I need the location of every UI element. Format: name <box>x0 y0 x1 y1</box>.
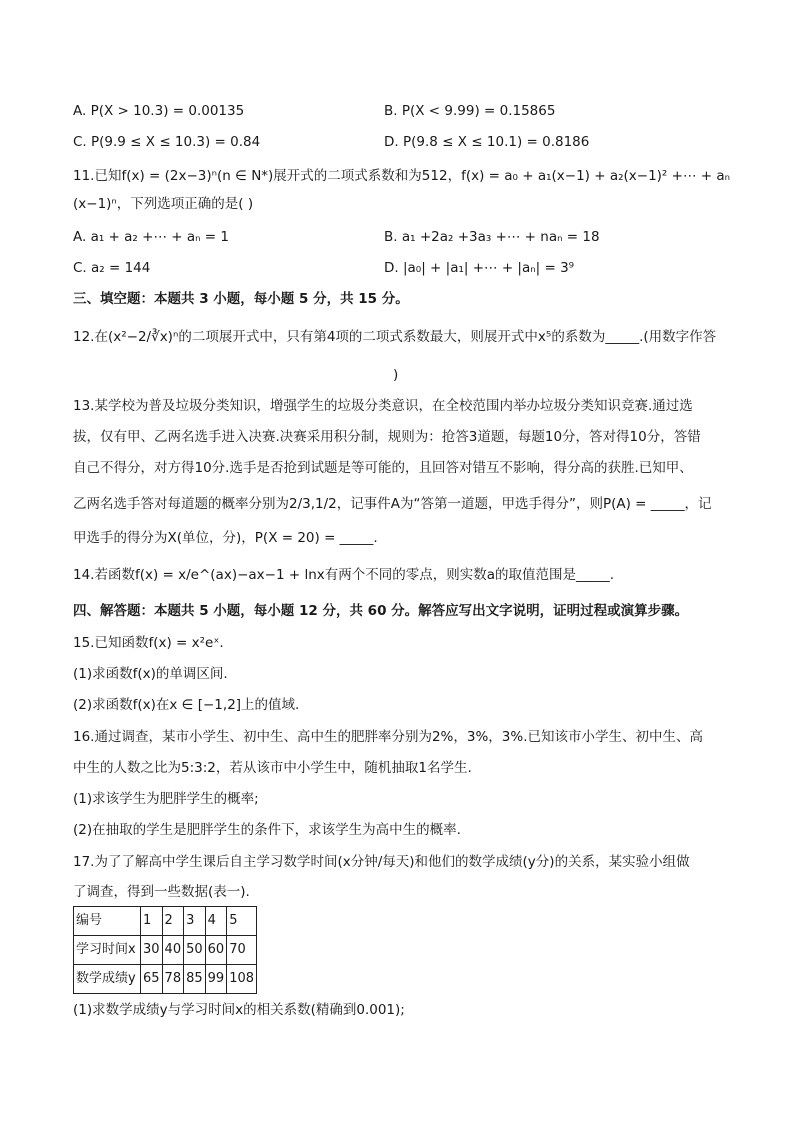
table-cell: 4 <box>205 907 227 936</box>
q15-part1: (1)求函数f(x)的单调区间. <box>73 666 228 682</box>
q17-line2: 了调查，得到一些数据(表一). <box>73 884 250 900</box>
table-cell: 85 <box>184 965 206 994</box>
table-cell: 99 <box>205 965 227 994</box>
table-cell: 3 <box>184 907 206 936</box>
table-cell: 数学成绩y <box>74 965 141 994</box>
q11-option-b: B. a₁ +2a₂ +3a₃ +⋯ + naₙ = 18 <box>384 229 600 245</box>
table-cell: 1 <box>141 907 163 936</box>
q15-part2: (2)求函数f(x)在x ∈ [−1,2]上的值域. <box>73 697 300 713</box>
q11-option-d: D. |a₀| + |a₁| +⋯ + |aₙ| = 3⁹ <box>384 260 575 276</box>
table-cell: 5 <box>227 907 257 936</box>
table-cell: 编号 <box>74 907 141 936</box>
q13-line3: 自己不得分，对方得10分.选手是否抢到试题是等可能的，且回答对错互不影响，得分高的获胜.已知甲、 <box>73 460 693 476</box>
q10-option-d: D. P(9.8 ≤ X ≤ 10.1) = 0.8186 <box>384 134 590 150</box>
table-cell: 2 <box>162 907 184 936</box>
table-cell: 78 <box>162 965 184 994</box>
q16-line1: 16.通过调查，某市小学生、初中生、高中生的肥胖率分别为2%，3%，3%.已知该市小学生、初中生、高 <box>73 729 704 745</box>
q11-stem-line2: (x−1)ⁿ，下列选项正确的是( ) <box>73 196 254 212</box>
q11-option-c: C. a₂ = 144 <box>73 260 151 276</box>
table-row <box>74 907 257 936</box>
q13-line2: 拔，仅有甲、乙两名选手进入决赛.决赛采用积分制，规则为：抢答3道题，每题10分，答对得10分，答错 <box>73 429 701 445</box>
table-cell: 108 <box>227 965 257 994</box>
q11-stem-line1: 11.已知f(x) = (2x−3)ⁿ(n ∈ N*)展开式的二项式系数和为512，f(x) = a₀ + a₁(x−1) + a₂(x−1)² +⋯ + aₙ <box>73 168 730 184</box>
table-cell: 70 <box>227 936 257 965</box>
section-3-heading: 三、填空题：本题共 3 小题，每小题 5 分，共 15 分。 <box>73 291 409 307</box>
table-cell: 学习时间x <box>74 936 141 965</box>
q12-stem-line2: ) <box>393 367 399 383</box>
q12-stem-line1: 12.在(x²−2/∛x)ⁿ的二项展开式中，只有第4项的二项式系数最大，则展开式中x⁵的系数为_____.(用数字作答 <box>73 329 717 345</box>
q16-line2: 中生的人数之比为5:3:2，若从该市中小学生中，随机抽取1名学生. <box>73 760 472 776</box>
q11-option-a: A. a₁ + a₂ +⋯ + aₙ = 1 <box>73 229 229 245</box>
q10-option-a: A. P(X > 10.3) = 0.00135 <box>73 103 245 119</box>
table-cell: 30 <box>141 936 163 965</box>
q17-data-table <box>73 906 257 994</box>
table-row <box>74 965 257 994</box>
q17-part1: (1)求数学成绩y与学习时间x的相关系数(精确到0.001); <box>73 1002 405 1018</box>
section-4-heading: 四、解答题：本题共 5 小题，每小题 12 分，共 60 分。解答应写出文字说明，证明过程或演算步骤。 <box>73 603 689 619</box>
q13-line1: 13.某学校为普及垃圾分类知识，增强学生的垃圾分类意识，在全校范围内举办垃圾分类知识竞赛.通过选 <box>73 398 693 414</box>
q13-line5: 甲选手的得分为X(单位，分)，P(X = 20) = _____. <box>73 530 378 546</box>
q16-part2: (2)在抽取的学生是肥胖学生的条件下，求该学生为高中生的概率. <box>73 822 461 838</box>
table-cell: 50 <box>184 936 206 965</box>
q16-part1: (1)求该学生为肥胖学生的概率; <box>73 791 259 807</box>
table-cell: 60 <box>205 936 227 965</box>
q14-stem: 14.若函数f(x) = x/e^(ax)−ax−1 + lnx有两个不同的零点，则实数a的取值范围是_____. <box>73 567 615 583</box>
q10-option-c: C. P(9.9 ≤ X ≤ 10.3) = 0.84 <box>73 134 261 150</box>
table-cell: 65 <box>141 965 163 994</box>
table-cell: 40 <box>162 936 184 965</box>
q15-stem: 15.已知函数f(x) = x²eˣ. <box>73 635 224 651</box>
table-row <box>74 936 257 965</box>
q10-option-b: B. P(X < 9.99) = 0.15865 <box>384 103 556 119</box>
q13-line4: 乙两名选手答对每道题的概率分别为2/3,1/2，记事件A为“答第一道题，甲选手得分”，则P(A) = _____，记 <box>73 496 712 512</box>
q17-line1: 17.为了了解高中学生课后自主学习数学时间(x分钟/每天)和他们的数学成绩(y分)的关系，某实验小组做 <box>73 854 690 870</box>
